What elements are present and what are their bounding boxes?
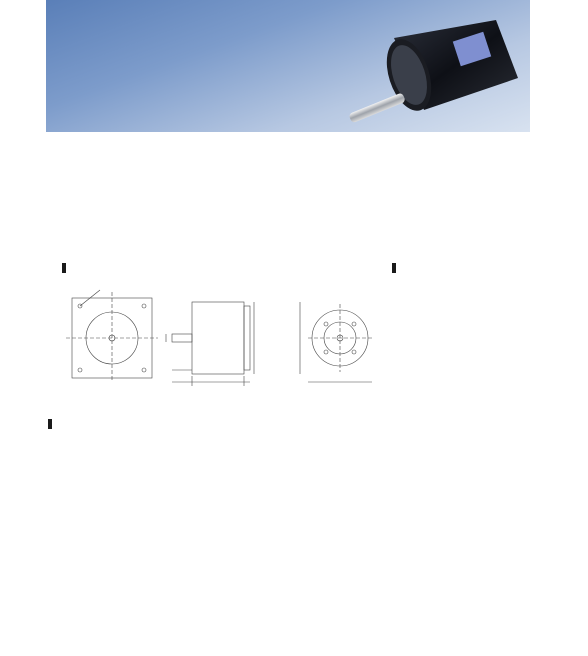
- section-curve-header: [48, 418, 55, 430]
- motor-image-icon: [346, 18, 526, 128]
- curve-chart: [46, 452, 366, 652]
- product-banner: [46, 0, 530, 132]
- section-drawing-header: [62, 262, 69, 274]
- section-customize-header: [392, 262, 399, 274]
- dimensional-drawing: [60, 282, 380, 392]
